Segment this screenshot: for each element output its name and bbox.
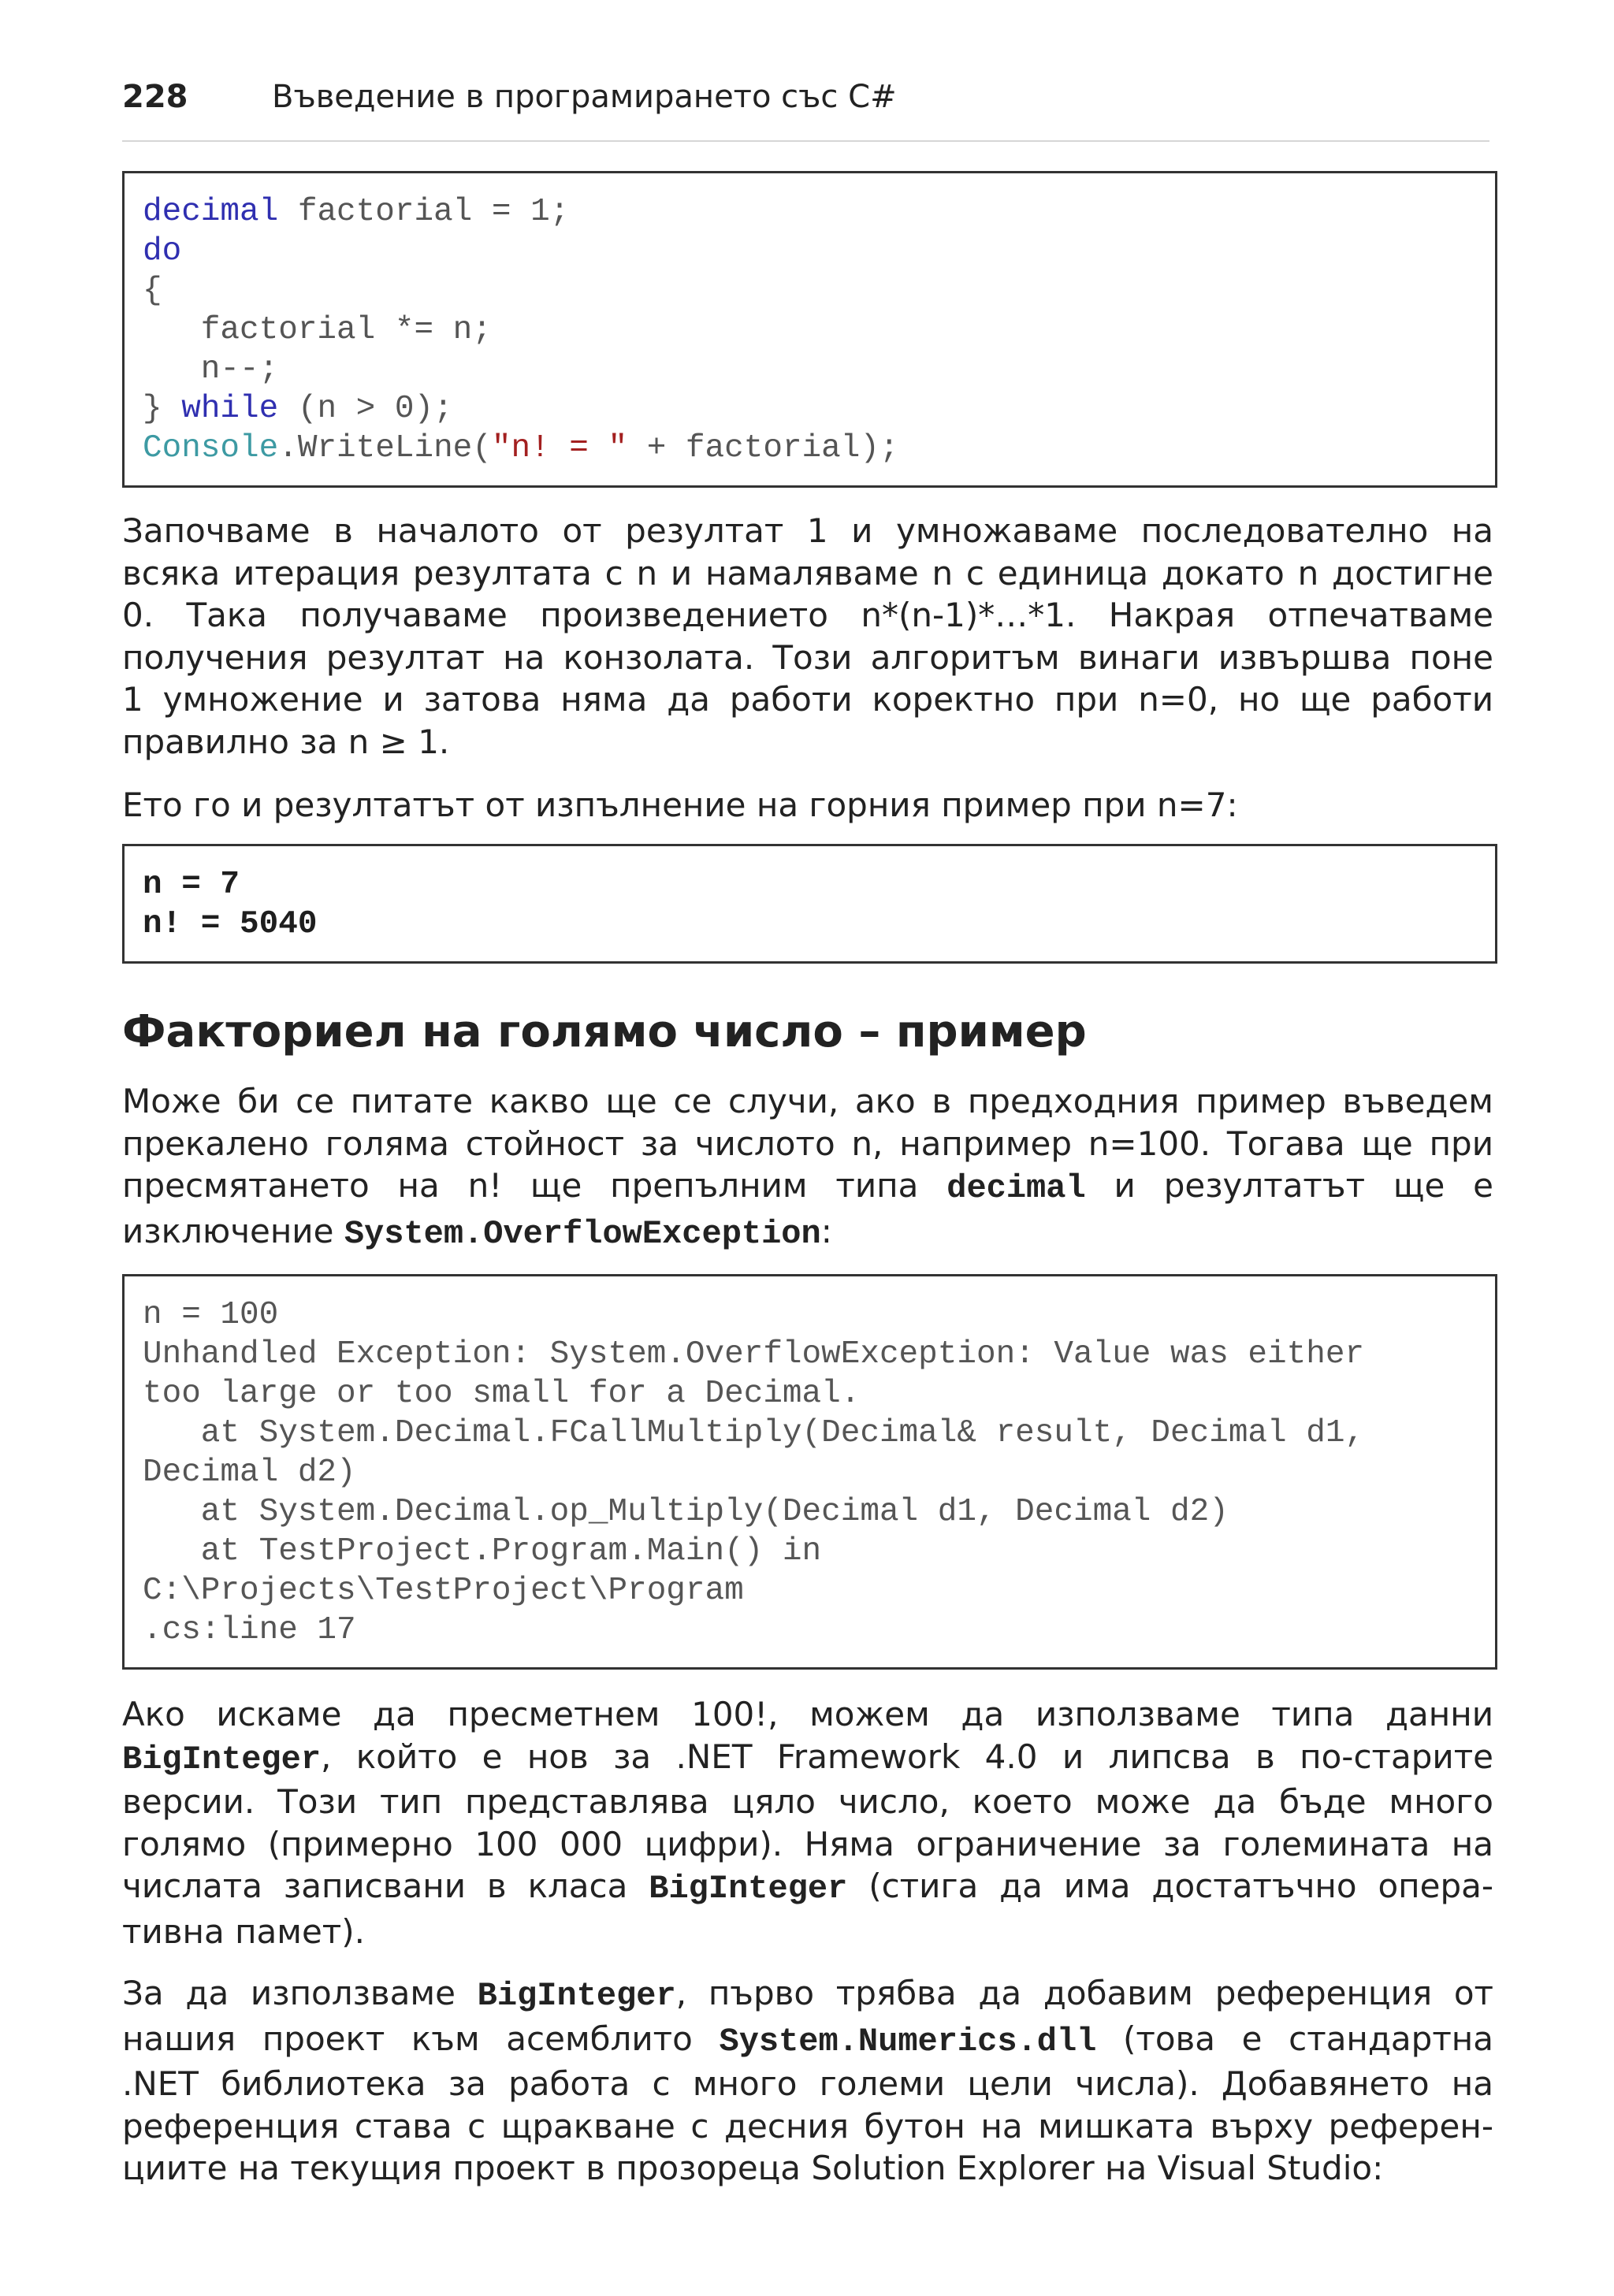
text-segment: (това е стандартна [1096,2019,1493,2058]
text-line: Започваме в началото от резултат 1 и умножаваме последователно на [122,511,1493,550]
text-line [122,1865,1493,1911]
code-token: factorial *= n; [143,312,492,348]
text-segment: и резултатът ще е [1085,1166,1493,1205]
text-line [122,1972,1493,2018]
code-token: n--; [143,351,279,388]
paragraph-result-intro [122,784,1493,827]
output-line: n! = 5040 [143,906,318,942]
text-segment: пресмятането на n! ще препълним типа [122,1166,947,1205]
code-token: } [143,391,182,427]
text-line: Може би се питате какво ще се случи, ако в предходния пример въведем [122,1082,1493,1120]
code-token: while [181,391,279,427]
code-token: { [143,273,162,309]
inline-code-system-numerics: System.Numerics.dll [719,2022,1097,2060]
code-line [143,350,1476,389]
text-line: правилно за n ≥ 1. [122,722,450,761]
book-title: Въведение в програмирането със C# [272,79,897,115]
code-token: do [143,233,182,269]
console-output-n7 [122,844,1497,964]
text-segment: нашия проект към асемблито [122,2019,720,2058]
code-token: .WriteLine( [278,430,492,466]
output-line: too large or too small for a Decimal. [143,1376,861,1412]
inline-code-biginteger: BigInteger [649,1870,848,1908]
output-line: C:\Projects\TestProject\Program [143,1573,744,1609]
text-line [122,1736,1493,1781]
text-line: референция става с щракване с десния бутон на мишката върху референ- [122,2106,1493,2146]
paragraph-biginteger-reference [122,1972,1493,2190]
code-token: + factorial); [627,430,899,466]
page-header [122,79,1489,142]
text-segment: (стига да има достатъчно опера- [847,1867,1494,1905]
inline-code-overflow-exception: System.OverflowException [344,1214,821,1253]
text-segment: , който е нов за .NET Framework 4.0 и липсва в по-старите [321,1737,1493,1776]
code-token: decimal [143,194,279,230]
text-segment: числата записвани в класа [122,1867,649,1905]
text-line: Ето го и резултатът от изпълнение на горния пример при n=7: [122,786,1238,824]
text-segment: , първо трябва да добавим референция от [675,1974,1493,2012]
text-line [122,1165,1493,1210]
page-number: 228 [122,79,188,115]
text-segment: За да използваме [122,1974,478,2012]
code-line [143,310,1476,350]
code-token: "n! = " [491,430,628,466]
text-line: получения резултат на конзолата. Този алгоритъм винаги извършва поне [122,637,1493,677]
text-line: 1 умножение и затова няма да работи коректно при n=0, но ще работи [122,680,1493,719]
text-line: Ако искаме да пресметнем 100!, можем да използваме типа данни [122,1695,1493,1733]
output-line: n = 100 [143,1297,279,1333]
code-token: factorial = 1; [278,194,570,230]
console-output-exception [122,1274,1497,1670]
output-line: Unhandled Exception: System.OverflowException: Value was either [143,1336,1365,1373]
code-token: Console [143,430,279,466]
output-line: .cs:line 17 [143,1612,356,1648]
inline-code-biginteger: BigInteger [122,1740,322,1778]
paragraph-biginteger-intro [122,1693,1493,1952]
section-heading: Факториел на голямо число – пример [122,1006,1087,1057]
text-line [122,1210,1493,1256]
text-line: тивна памет). [122,1911,365,1951]
text-line: голямо (примерно 100 000 цифри). Няма ограничение за големината на [122,1824,1493,1863]
code-line [143,271,1476,310]
code-line [143,192,1476,232]
output-line: at TestProject.Program.Main() in [143,1533,822,1570]
text-line [122,2018,1493,2064]
text-line: 0. Така получаваме произведението n*(n-1)*…*1. Накрая отпечатваме [122,596,1493,634]
inline-code-decimal: decimal [946,1169,1086,1207]
text-line: всяка итерация резултата с n и намаляваме n с единица докато n достигне [122,553,1493,593]
code-block-factorial-loop [122,171,1497,488]
code-line [143,389,1476,429]
output-line: n = 7 [143,867,240,903]
code-line [143,232,1476,271]
paragraph-algorithm-description [122,510,1493,763]
code-line [143,429,1476,468]
text-segment: изключение [122,1211,344,1250]
text-segment: : [820,1211,832,1250]
output-line: Decimal d2) [143,1455,356,1491]
inline-code-biginteger: BigInteger [477,1977,676,2015]
text-line: версии. Този тип представлява цяло число, което може да бъде много [122,1782,1493,1821]
text-line: прекалено голяма стойност за числото n, например n=100. Тогава ще при [122,1124,1493,1163]
text-line: циите на текущия проект в прозореца Solution Explorer на Visual Studio: [122,2149,1384,2187]
code-token: (n > 0); [278,391,453,427]
text-line: .NET библиотека за работа с много големи цели числа). Добавянето на [122,2064,1493,2103]
paragraph-overflow-explanation [122,1080,1493,1255]
output-line: at System.Decimal.op_Multiply(Decimal d1, Decimal d2) [143,1494,1229,1530]
output-line: at System.Decimal.FCallMultiply(Decimal& result, Decimal d1, [143,1415,1365,1451]
